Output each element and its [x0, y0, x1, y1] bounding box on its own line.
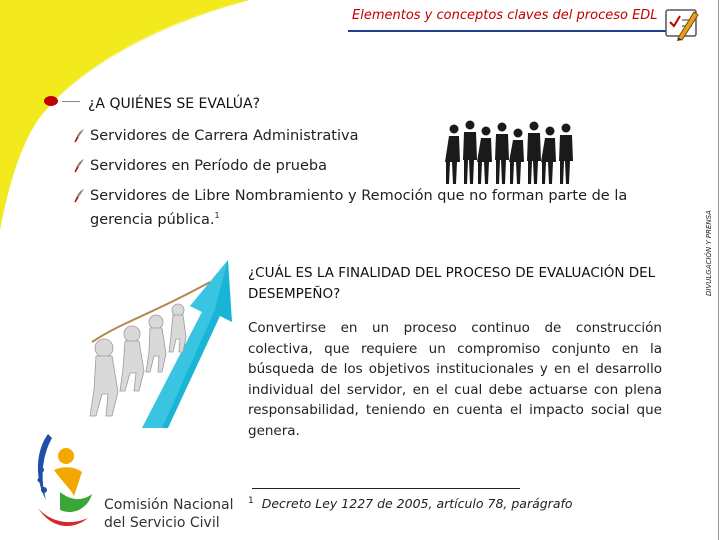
footnote-separator	[252, 488, 520, 489]
page-header-title: Elementos y conceptos claves del proceso EDL	[352, 8, 658, 23]
organization-name	[104, 496, 234, 532]
list-item-text: Servidores de Carrera Administrativa	[90, 128, 359, 144]
header-underline	[348, 30, 666, 32]
business-people-silhouettes-image	[442, 118, 576, 186]
quill-bullet-icon	[72, 128, 86, 144]
footnote-reference: 1	[214, 211, 220, 220]
organization-name-line2: del Servicio Civil	[104, 515, 220, 531]
list-item-text: Servidores en Período de prueba	[90, 158, 328, 174]
right-border-line	[718, 0, 719, 540]
cnsc-logo	[30, 430, 106, 540]
list-item	[72, 186, 632, 230]
footnote	[248, 496, 573, 511]
pencil-checklist-icon	[664, 6, 700, 42]
tug-of-war-arrow-image	[82, 252, 240, 430]
footnote-number: 1	[248, 496, 254, 506]
purpose-body: Convertirse en un proceso continuo de construcción colectiva, que requiere un compromiso conjunto en la búsqueda de los objetivos institucionales y en el desarrollo individual del servidor, en el cual debe actuarse con plena responsabilidad, teniendo en cuenta el impacto social que genera.	[248, 320, 662, 439]
purpose-heading: ¿CUÁL ES LA FINALIDAD DEL PROCESO DE EVALUACIÓN DEL DESEMPEÑO?	[248, 265, 656, 302]
side-department-label: DIVULGACIÓN Y PRENSA	[705, 210, 713, 296]
heading-dash	[62, 101, 80, 102]
list-item-text: Servidores de Libre Nombramiento y Remoción que no forman parte de la gerencia pública.$^1$	[90, 188, 628, 228]
quill-bullet-icon	[72, 158, 86, 174]
section-heading: ¿A QUIÉNES SE EVALÚA?	[88, 96, 260, 112]
organization-name-line1: Comisión Nacional	[104, 497, 234, 513]
red-bullet-dot	[44, 96, 58, 106]
quill-bullet-icon	[72, 188, 86, 204]
footnote-text: Decreto Ley 1227 de 2005, artículo 78, parágrafo	[261, 496, 573, 512]
